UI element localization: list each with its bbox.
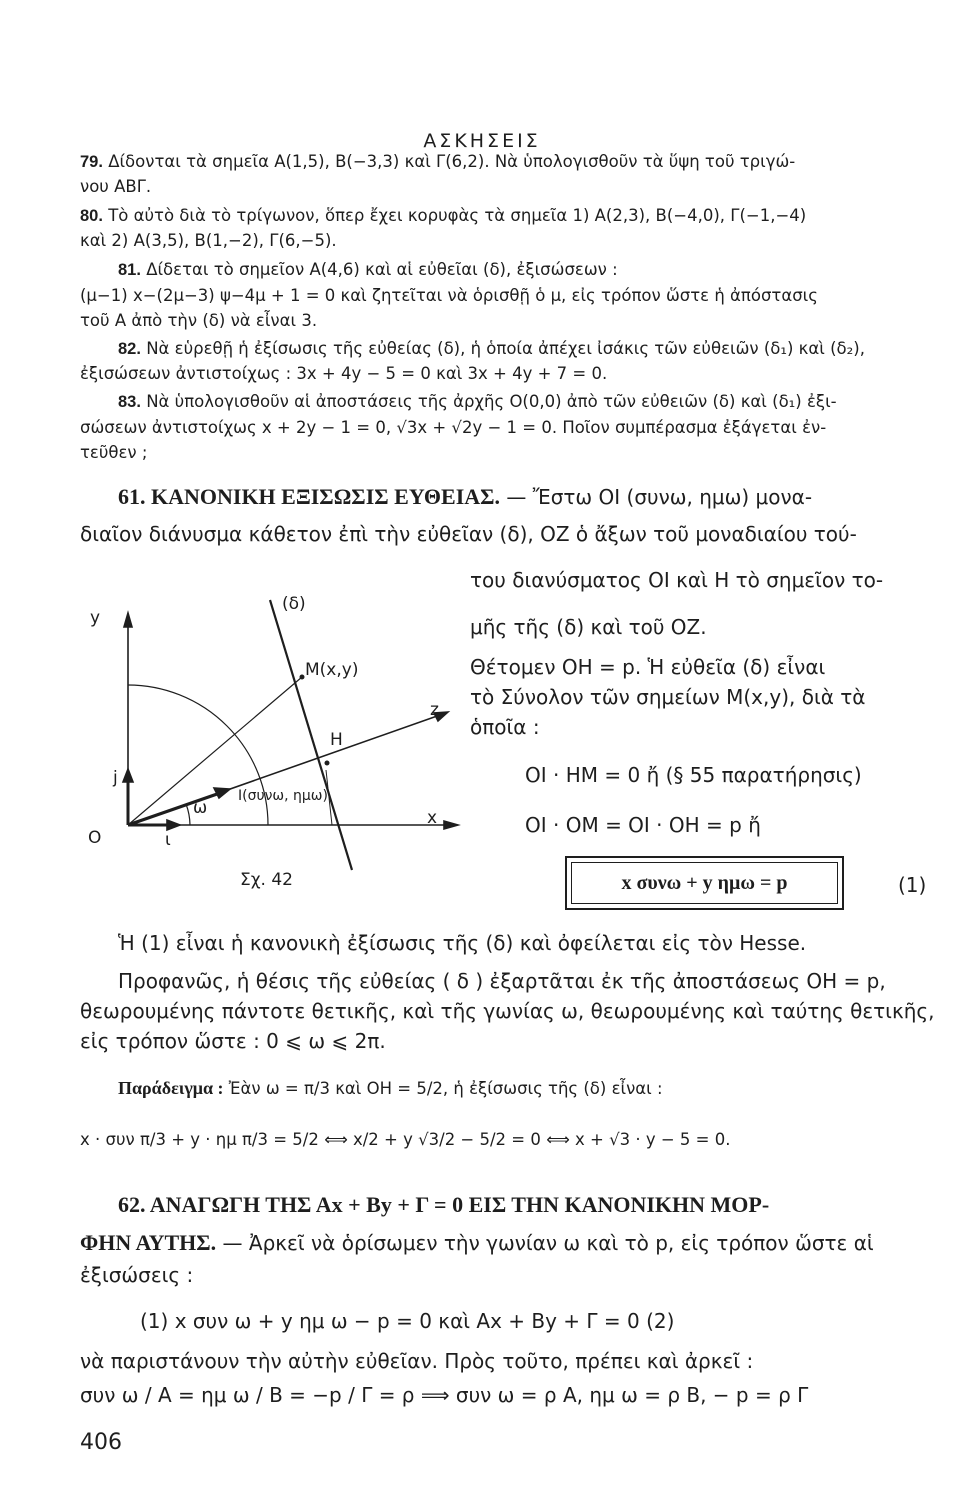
exercise-81-line-2: (μ−1) x−(2μ−3) ψ−4μ + 1 = 0 καὶ ζητεῖται νὰ ὁρισθῇ ὁ μ, εἰς τρόπον ὥστε ἡ ἀπόστασις xyxy=(80,286,818,305)
section-61-line-1 xyxy=(118,482,930,512)
angle-omega-label: ω xyxy=(193,798,208,818)
exercise-79-number: 79. xyxy=(80,153,103,171)
exercise-83-line-1 xyxy=(118,390,930,414)
section-62-equations: (1) x συν ω + y ημ ω − p = 0 καὶ Αx + Βy + Γ = 0 (2) xyxy=(140,1309,675,1333)
section-61-line-2: διαῖον διάνυσμα κάθετον ἐπὶ τὴν εὐθεῖαν (δ), ΟΖ ὁ ἄξων τοῦ μοναδιαίου τού- xyxy=(80,522,857,546)
example-line-2: x · συν π/3 + y · ημ π/3 = 5/2 ⟺ x/2 + y √3/2 − 5/2 = 0 ⟺ x + √3 · y − 5 = 0. xyxy=(80,1130,731,1149)
exercise-82-text: Νὰ εὑρεθῇ ἡ ἐξίσωσις τῆς εὐθείας (δ), ἡ ὁποία ἀπέχει ἰσάκις τῶν εὐθειῶν (δ₁) καὶ (δ₂), xyxy=(146,339,865,358)
section-61-note-1: Ἡ (1) εἶναι ἡ κανονικὴ ἐξίσωσις τῆς (δ) καὶ ὀφείλεται εἰς τὸν Hesse. xyxy=(118,931,807,955)
exercise-83-line-3: τεῦθεν ; xyxy=(80,443,148,462)
exercise-80-line-1 xyxy=(80,204,930,228)
y-axis-arrow xyxy=(124,613,132,627)
exercises-header: ΑΣΚΗΣΕΙΣ xyxy=(423,130,541,152)
y-axis-label: y xyxy=(90,608,101,628)
section-61-title: 61. ΚΑΝΟΝΙΚΗ ΕΞΙΣΩΣΙΣ ΕΥΘΕΙΑΣ. xyxy=(118,484,501,509)
exercise-79-text: Δίδονται τὰ σημεῖα Α(1,5), Β(−3,3) καὶ Γ(6,2). Νὰ ὑπολογισθοῦν τὰ ὕψη τοῦ τριγώ- xyxy=(108,152,796,171)
section-61-note-3: θεωρουμένης πάντοτε θετικῆς, καὶ τῆς γωνίας ω, θεωρουμένης καὶ ταύτης θετικῆς, xyxy=(80,999,935,1023)
page-number: 406 xyxy=(80,1430,122,1455)
z-axis-label: z xyxy=(430,700,439,720)
point-i-label: Ι(συνω, ημω) xyxy=(238,788,328,804)
figure-42 xyxy=(80,585,480,905)
section-62-title-text: 62. ΑΝΑΓΩΓΗ ΤΗΣ Αx + Βy + Γ = 0 ΕΙΣ ΤΗΝ ΚΑΝΟΝΙΚΗΝ ΜΟΡ- xyxy=(118,1192,770,1217)
exercise-83-number: 83. xyxy=(118,393,141,411)
section-61-right-5: ὁποῖα : xyxy=(470,715,540,739)
point-m-dot xyxy=(300,675,305,680)
section-62-line-2: ἐξισώσεις : xyxy=(80,1263,194,1287)
exercise-83-text: Νὰ ὑπολογισθοῦν αἱ ἀποστάσεις τῆς ἀρχῆς Ο(0,0) ἀπὸ τῶν εὐθειῶν (δ) καὶ (δ₁) ἐξι- xyxy=(146,392,837,411)
section-61-right-7: ΟΙ · ΟΜ = ΟΙ · ΟΗ = p ἤ xyxy=(525,813,761,837)
vector-j-arrow xyxy=(123,769,133,782)
vector-oi-arrow xyxy=(214,788,230,798)
x-axis-arrow xyxy=(444,821,458,829)
section-62-title xyxy=(118,1190,930,1220)
section-61-right-4: τὸ Σύνολον τῶν σημείων Μ(x,y), διὰ τὰ xyxy=(470,685,866,709)
section-61-right-3: Θέτομεν ΟΗ = p. Ἡ εὐθεῖα (δ) εἶναι xyxy=(470,655,826,679)
vector-i-arrow xyxy=(167,820,180,830)
x-axis-label: x xyxy=(427,808,438,828)
exercise-82-line-1 xyxy=(118,337,930,361)
unit-i-label: ι xyxy=(165,830,171,850)
exercise-79-line-2: νου ΑΒΓ. xyxy=(80,177,152,196)
section-62-title-cont: ΦΗΝ ΑΥΤΗΣ. xyxy=(80,1230,217,1255)
exercise-82-number: 82. xyxy=(118,340,141,358)
exercise-81-line-3: τοῦ Α ἀπὸ τὴν (δ) νὰ εἶναι 3. xyxy=(80,311,318,330)
section-61-note-2: Προφανῶς, ἡ θέσις τῆς εὐθείας ( δ ) ἐξαρτᾶται ἐκ τῆς ἀποστάσεως ΟΗ = p, xyxy=(118,969,886,993)
exercise-83-line-2: σώσεων ἀντιστοίχως x + 2y − 1 = 0, √3x + √2y − 1 = 0. Ποῖον συμπέρασμα ἐξάγεται ἐν- xyxy=(80,418,827,437)
section-62-intro: — Ἀρκεῖ νὰ ὁρίσωμεν τὴν γωνίαν ω καὶ τὸ p, εἰς τρόπον ὥστε αἱ xyxy=(222,1231,874,1255)
figure-caption: Σχ. 42 xyxy=(240,870,294,890)
point-m-label: Μ(x,y) xyxy=(305,660,359,680)
exercise-80-line-2: καὶ 2) Α(3,5), Β(1,−2), Γ(6,−5). xyxy=(80,231,337,250)
section-61-right-1: του διανύσματος ΟΙ καὶ Η τὸ σημεῖον το- xyxy=(470,568,884,592)
exercise-81-line-1 xyxy=(118,258,930,282)
section-61-right-2: μῆς τῆς (δ) καὶ τοῦ ΟΖ. xyxy=(470,615,707,639)
example-condition: Ἐὰν ω = π/3 καὶ ΟΗ = 5/2, ἡ ἐξίσωσις τῆς (δ) εἶναι : xyxy=(228,1079,663,1098)
section-61-note-4: εἰς τρόπον ὥστε : 0 ⩽ ω ⩽ 2π. xyxy=(80,1029,386,1053)
example-line-1 xyxy=(118,1076,930,1101)
exercise-79-line-1 xyxy=(80,150,930,174)
section-62-line-1 xyxy=(80,1228,930,1258)
section-62-ratio-line: συν ω / Α = ημ ω / Β = −p / Γ = ρ ⟹ συν ω = ρ Α, ημ ω = ρ Β, − p = ρ Γ xyxy=(80,1383,809,1407)
exercise-81-text: Δίδεται τὸ σημεῖον Α(4,6) καὶ αἱ εὐθεῖαι (δ), ἐξισώσεων : xyxy=(146,260,618,279)
example-label: Παράδειγμα : xyxy=(118,1078,224,1098)
exercise-80-text: Τὸ αὐτὸ διὰ τὸ τρίγωνον, ὅπερ ἔχει κορυφὰς τὰ σημεῖα 1) Α(2,3), Β(−4,0), Γ(−1,−4) xyxy=(108,206,807,225)
line-delta-label: (δ) xyxy=(282,594,306,614)
point-h-label: Η xyxy=(330,730,343,750)
exercise-81-number: 81. xyxy=(118,261,141,279)
hesse-normal-form-equation: x συνω + y ημω = p xyxy=(571,862,838,904)
origin-label: Ο xyxy=(88,828,102,848)
exercise-82-line-2: ἐξισώσεων ἀντιστοίχως : 3x + 4y − 5 = 0 καὶ 3x + 4y + 7 = 0. xyxy=(80,364,608,383)
hesse-normal-form-box xyxy=(565,856,844,910)
exercise-80-number: 80. xyxy=(80,207,103,225)
equation-number-1: (1) xyxy=(898,873,927,897)
unit-j-label: j xyxy=(113,768,118,788)
point-h-dot xyxy=(325,761,330,766)
section-62-line-3: νὰ παριστάνουν τὴν αὐτὴν εὐθεῖαν. Πρὸς τοῦτο, πρέπει καὶ ἀρκεῖ : xyxy=(80,1349,754,1373)
angle-omega-arc xyxy=(186,804,190,825)
section-61-intro: — Ἔστω ΟΙ (συνω, ημω) μονα- xyxy=(506,485,813,509)
section-61-right-6: ΟΙ · ΗΜ = 0 ἤ (§ 55 παρατήρησις) xyxy=(525,763,862,787)
